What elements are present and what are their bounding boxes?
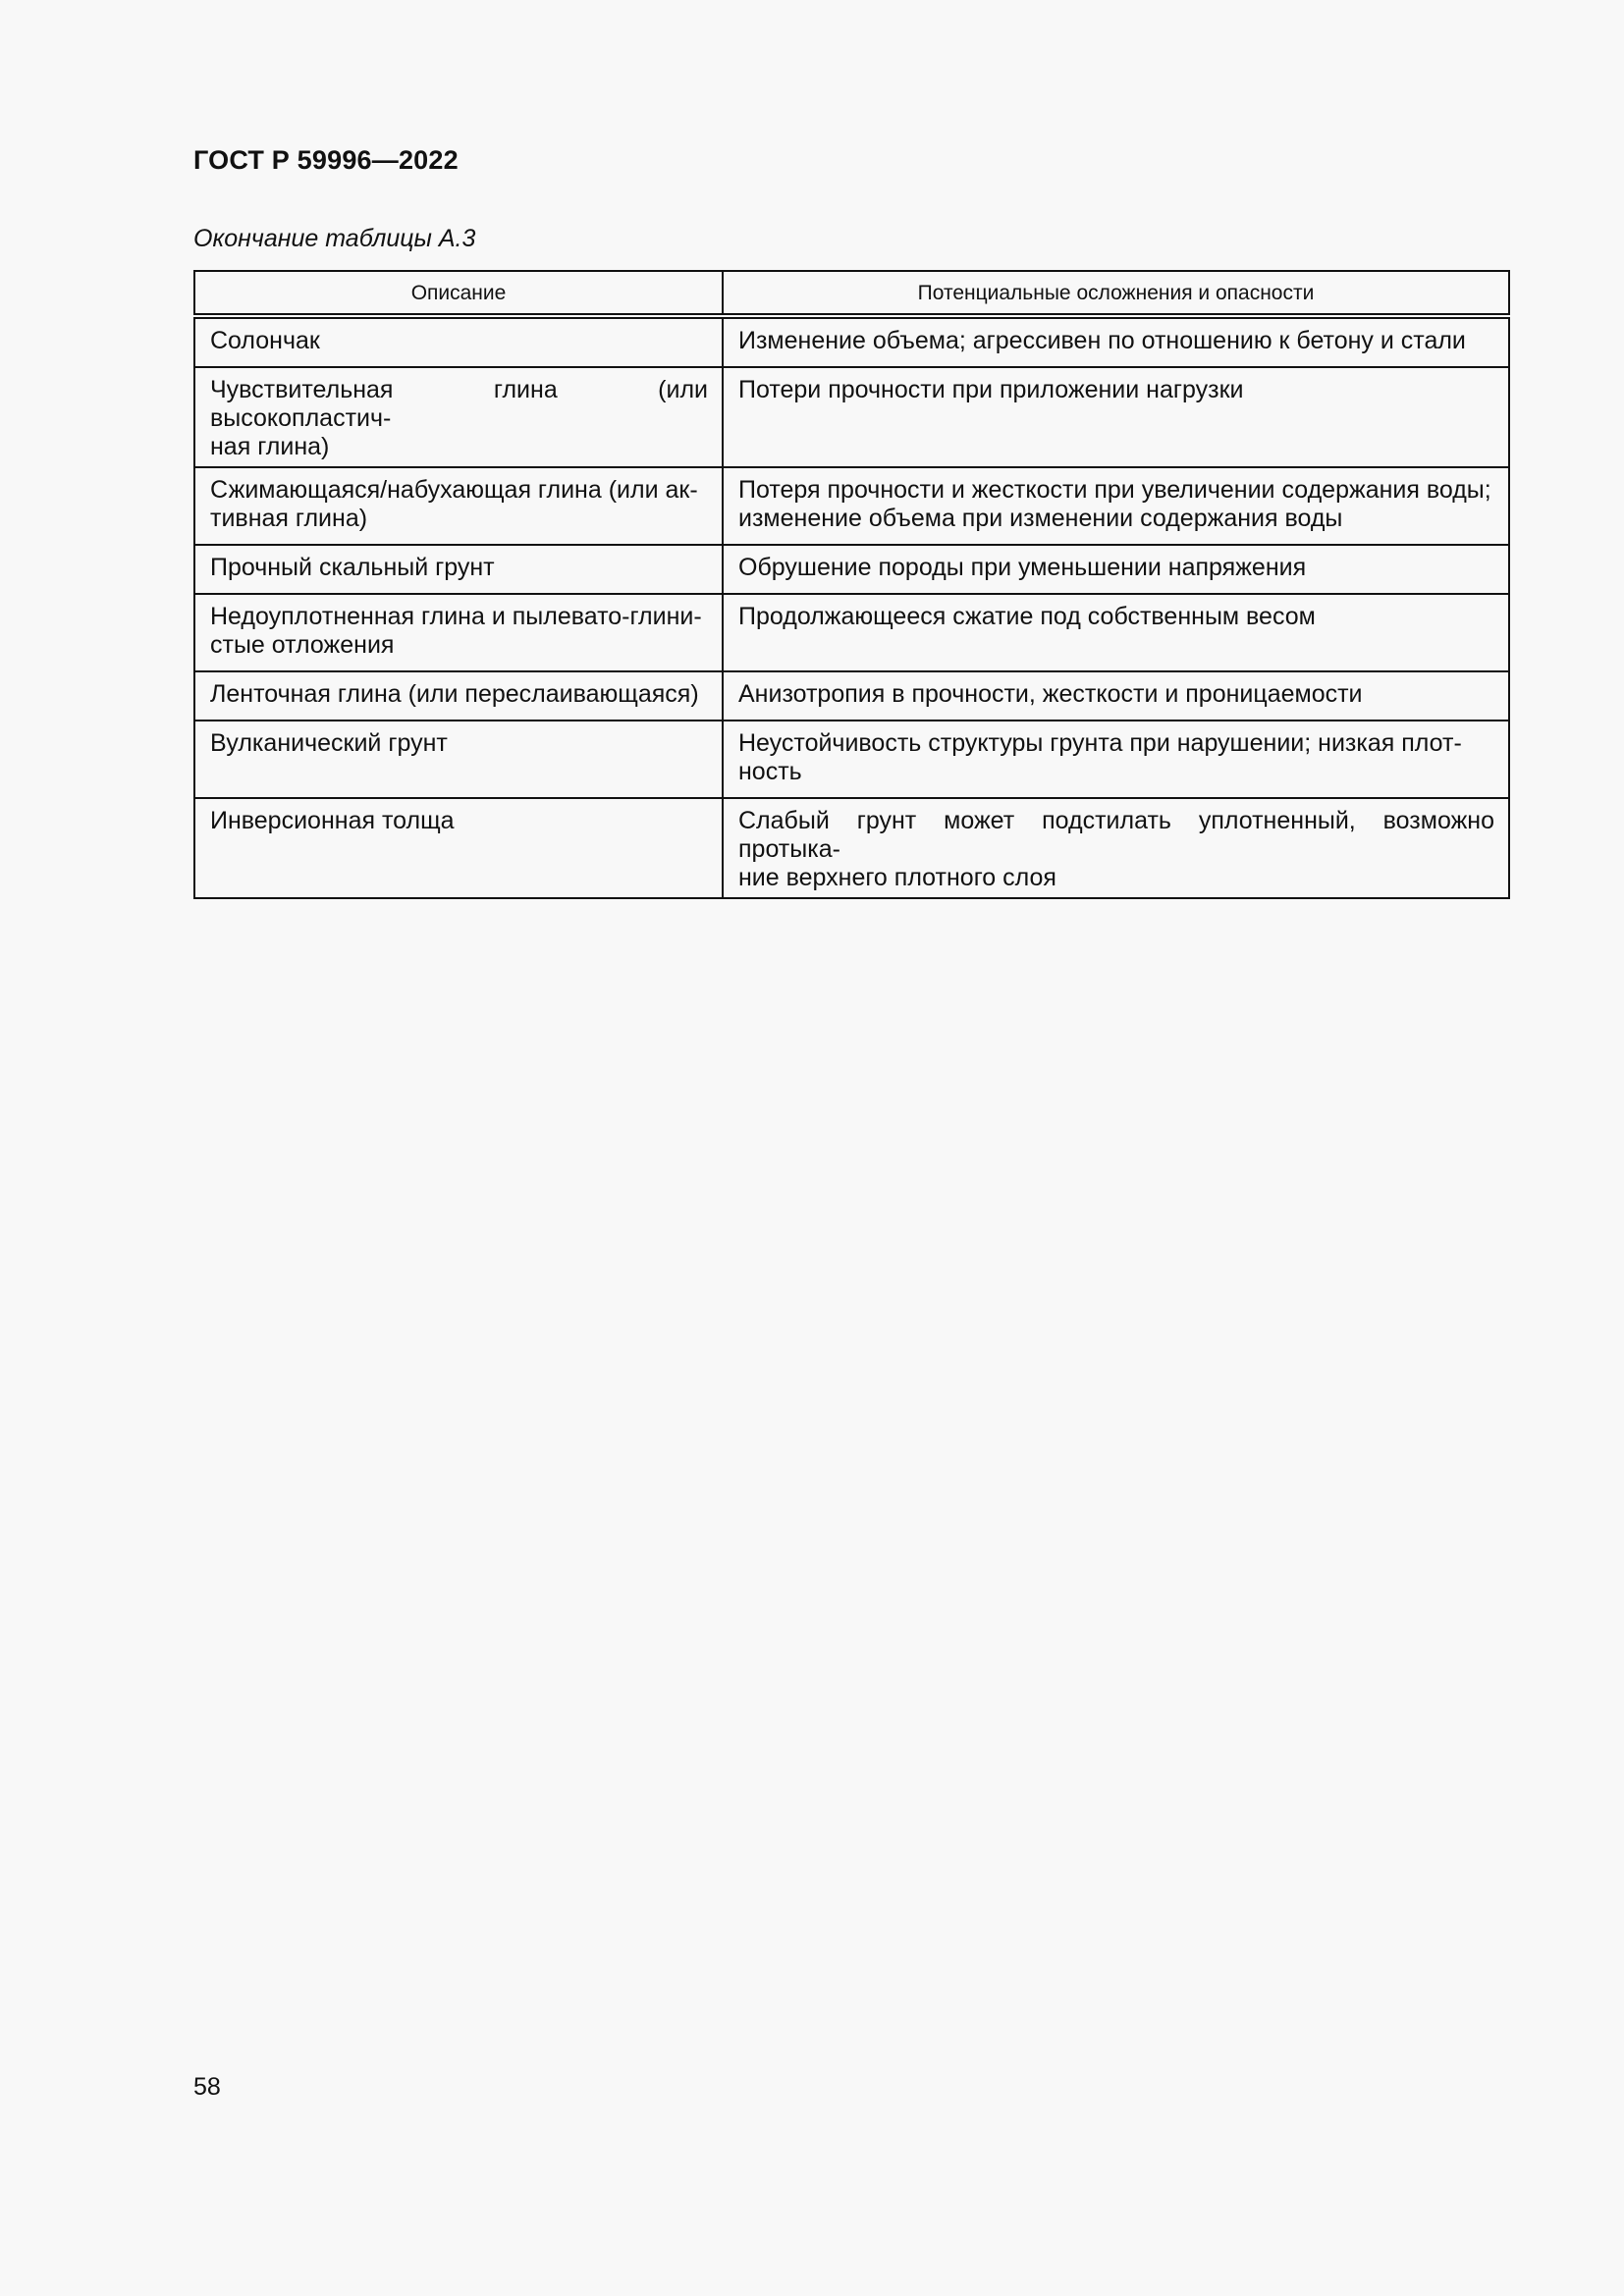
cell-line: тивная глина): [210, 505, 368, 532]
cell-line: ность: [738, 758, 802, 785]
cell-hazards: Продолжающееся сжатие под собственным весом: [723, 594, 1509, 671]
cell-hazards: Изменение объема; агрессивен по отношению к бетону и стали: [723, 316, 1509, 367]
table-row: [194, 367, 1509, 467]
cell-hazards: Анизотропия в прочности, жесткости и проницаемости: [723, 671, 1509, 721]
cell-line: ная глина): [210, 433, 330, 460]
cell-hazards: Потери прочности при приложении нагрузки: [723, 367, 1509, 467]
table-row: [194, 594, 1509, 671]
table-row: [194, 467, 1509, 545]
cell-description: Прочный скальный грунт: [194, 545, 723, 594]
cell-line: Потеря прочности и жесткости при увеличении содержания воды;: [738, 476, 1491, 504]
table-row: [194, 798, 1509, 898]
cell-hazards: [723, 798, 1509, 898]
cell-line: Слабый грунт может подстилать уплотненный, возможно протыка-: [738, 807, 1494, 863]
table-row: [194, 545, 1509, 594]
cell-hazards: [723, 467, 1509, 545]
cell-description: [194, 467, 723, 545]
cell-line: Сжимающаяся/набухающая глина (или ак-: [210, 476, 698, 504]
cell-hazards: Обрушение породы при уменьшении напряжения: [723, 545, 1509, 594]
cell-line: Неустойчивость структуры грунта при нарушении; низкая плот-: [738, 729, 1462, 757]
page-number: 58: [193, 2073, 221, 2101]
table-caption: Окончание таблицы А.3: [193, 225, 476, 252]
cell-hazards: [723, 721, 1509, 798]
cell-description: [194, 594, 723, 671]
table-row: [194, 316, 1509, 367]
cell-description: Инверсионная толща: [194, 798, 723, 898]
column-header-description: Описание: [194, 271, 723, 316]
cell-line: стые отложения: [210, 631, 395, 659]
cell-line: изменение объема при изменении содержания воды: [738, 505, 1343, 532]
cell-description: Вулканический грунт: [194, 721, 723, 798]
column-header-hazards: Потенциальные осложнения и опасности: [723, 271, 1509, 316]
cell-description: Ленточная глина (или переслаивающаяся): [194, 671, 723, 721]
cell-description: [194, 367, 723, 467]
standard-code: ГОСТ Р 59996—2022: [193, 145, 459, 175]
table-header-row: [194, 271, 1509, 316]
hazards-table: [193, 270, 1510, 899]
table-row: [194, 721, 1509, 798]
table-row: [194, 671, 1509, 721]
cell-description: Солончак: [194, 316, 723, 367]
cell-line: Недоуплотненная глина и пылевато-глини-: [210, 603, 702, 630]
cell-line: ние верхнего плотного слоя: [738, 864, 1056, 891]
cell-line: Чувствительная глина (или высокопластич-: [210, 376, 708, 432]
